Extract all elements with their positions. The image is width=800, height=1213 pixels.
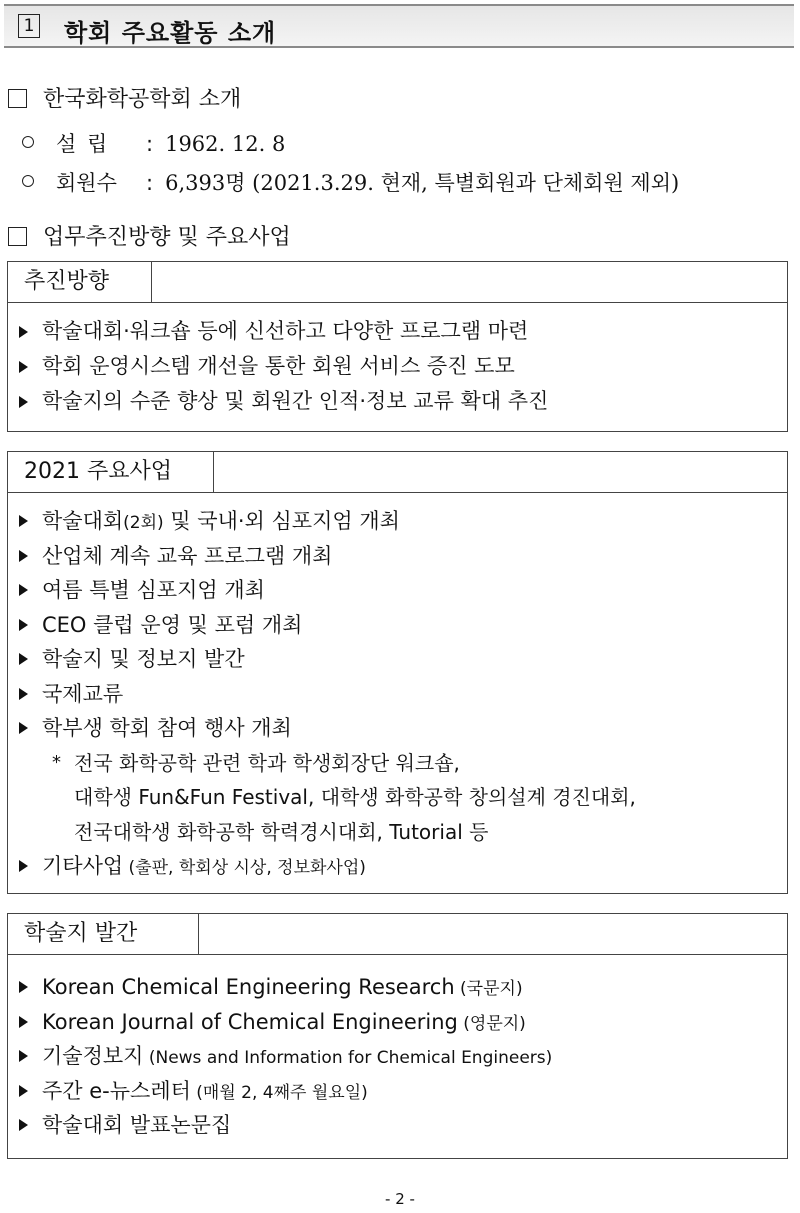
- sub-list-item: 전국대학생 화학공학 학력경시대회, Tutorial 등: [74, 819, 489, 844]
- sub-list-item: 대학생 Fun&Fun Festival, 대학생 화학공학 창의설계 경진대회,: [74, 785, 636, 809]
- list-item: 여름 특별 심포지엄 개최: [8, 573, 787, 608]
- circle-bullet-icon: [22, 136, 34, 148]
- panel-tab-label: 학술지 발간: [7, 913, 199, 955]
- list-item: 주간 e-뉴스레터 (매월 2, 4째주 월요일): [8, 1074, 787, 1109]
- triangle-bullet-icon: [19, 550, 28, 562]
- direction-list: [8, 314, 787, 419]
- triangle-bullet-icon: [19, 653, 28, 665]
- checkbox-square-icon: [8, 89, 27, 108]
- triangle-bullet-icon: [19, 515, 28, 527]
- triangle-bullet-icon: [19, 688, 28, 700]
- checkbox-square-icon: [8, 227, 27, 246]
- list-item: 학술대회·워크숍 등에 신선하고 다양한 프로그램 마련: [8, 314, 787, 349]
- list-item: 산업체 계속 교육 프로그램 개최: [8, 539, 787, 574]
- info-label: 회원수: [56, 171, 117, 195]
- circle-bullet-icon: [22, 175, 34, 187]
- list-item: 기술정보지 (News and Information for Chemical Engineers): [8, 1039, 787, 1074]
- panel-tab-label: 추진방향: [7, 261, 152, 303]
- section-heading-text: 업무추진방향 및 주요사업: [43, 225, 291, 250]
- info-line-members: 회원수 : 6,393명 (2021.3.29. 현재, 특별회원과 단체회원 제외): [22, 167, 679, 197]
- page-number: - 2 -: [385, 1190, 415, 1208]
- section-heading-intro: [8, 82, 241, 113]
- triangle-bullet-icon: [19, 860, 28, 872]
- triangle-bullet-icon: [19, 981, 28, 993]
- triangle-bullet-icon: [19, 1119, 28, 1131]
- list-item: Korean Journal of Chemical Engineering (영문지): [8, 1005, 787, 1040]
- info-line-founded: 설 립 : 1962. 12. 8: [22, 128, 285, 158]
- list-item: 국제교류: [8, 677, 787, 712]
- list-item: 학술대회(2회) 및 국내·외 심포지엄 개최: [8, 504, 787, 539]
- list-item: 학술지의 수준 향상 및 회원간 인적·정보 교류 확대 추진: [8, 384, 787, 419]
- triangle-bullet-icon: [19, 1050, 28, 1062]
- panel-tab-label: 2021 주요사업: [7, 451, 214, 493]
- journals-list: [8, 970, 787, 1143]
- panel-journals: [7, 913, 788, 1159]
- list-item: 학부생 학회 참여 행사 개최: [8, 711, 787, 746]
- section-heading-text: 한국화학공학회 소개: [43, 87, 242, 112]
- panel-direction: [7, 261, 788, 432]
- panel-main-projects: [7, 451, 788, 894]
- info-value: 6,393명 (2021.3.29. 현재, 특별회원과 단체회원 제외): [165, 171, 680, 195]
- triangle-bullet-icon: [19, 361, 28, 373]
- list-item: 학회 운영시스템 개선을 통한 회원 서비스 증진 도모: [8, 349, 787, 384]
- triangle-bullet-icon: [19, 619, 28, 631]
- title-number-box: 1: [18, 14, 40, 38]
- triangle-bullet-icon: [19, 722, 28, 734]
- triangle-bullet-icon: [19, 1016, 28, 1028]
- info-value: 1962. 12. 8: [165, 132, 286, 156]
- section-heading-direction: [8, 220, 291, 251]
- list-item: 기타사업 (출판, 학회상 시상, 정보화사업): [8, 849, 787, 884]
- asterisk-icon: *: [52, 751, 61, 773]
- triangle-bullet-icon: [19, 584, 28, 596]
- sub-list-item: * 전국 화학공학 관련 학과 학생회장단 워크숍,: [8, 746, 787, 781]
- triangle-bullet-icon: [19, 396, 28, 408]
- page-title: 학회 주요활동 소개: [64, 19, 277, 47]
- list-item: Korean Chemical Engineering Research (국문지): [8, 970, 787, 1005]
- title-bar: [4, 4, 794, 48]
- triangle-bullet-icon: [19, 326, 28, 338]
- info-label: 설 립: [56, 132, 110, 156]
- list-item: CEO 클럽 운영 및 포럼 개최: [8, 608, 787, 643]
- list-item: 학술대회 발표논문집: [8, 1108, 787, 1143]
- projects-list: [8, 504, 787, 884]
- triangle-bullet-icon: [19, 1085, 28, 1097]
- list-item: 학술지 및 정보지 발간: [8, 642, 787, 677]
